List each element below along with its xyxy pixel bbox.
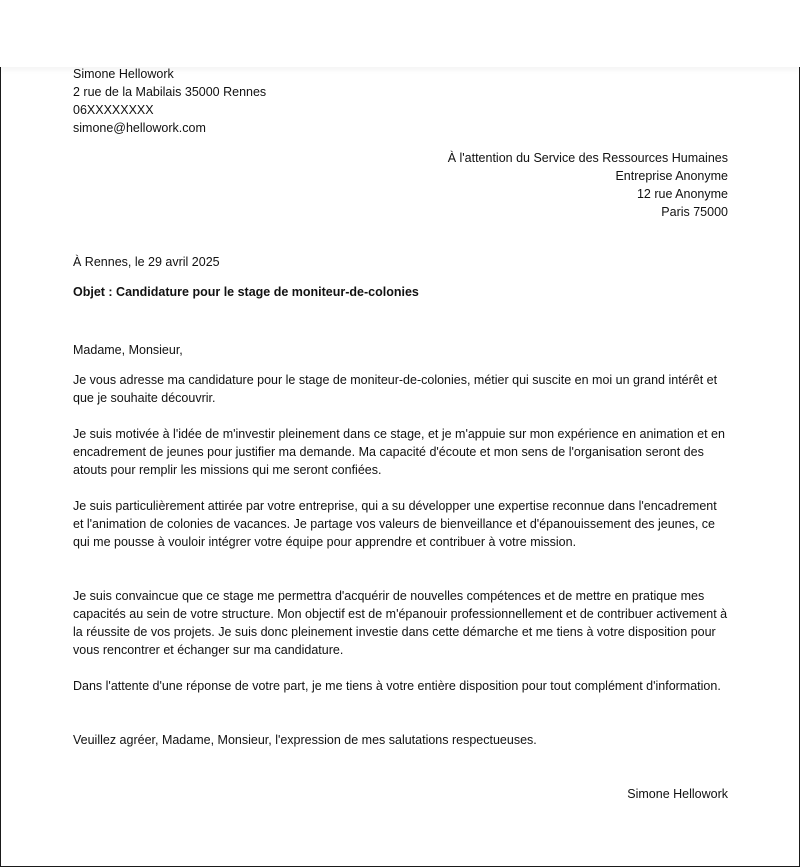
recipient-street: 12 rue Anonyme	[636, 187, 728, 201]
body-paragraph-3: Je suis particulièrement attirée par votre entreprise, qui a su développer une expertise reconnue dans l'encadrement et l'animation de colonies de vacances. Je partage vos valeurs de bienveillance et d'épanouissement des jeunes, ce qui me pousse à vouloir intégrer votre équipe pour apprendre et contribuer à votre mission.	[73, 499, 717, 549]
letter-signature: Simone Hellowork	[627, 787, 728, 801]
letter-closing: Veuillez agréer, Madame, Monsieur, l'expression de mes salutations respectueuses.	[73, 733, 537, 747]
body-paragraph-4: Je suis convaincue que ce stage me permettra d'acquérir de nouvelles compétences et de mettre en pratique mes capacités au sein de votre structure. Mon objectif est de m'épanouir professionnellement et de contribuer activement à la réussite de vos projets. Je suis donc pleinement investie dans cette démarche et me tiens à votre disposition pour vous rencontrer et échanger sur ma candidature.	[73, 589, 728, 657]
top-bar	[0, 0, 800, 67]
sender-block	[73, 65, 728, 137]
recipient-city: Paris 75000	[661, 205, 728, 219]
recipient-company: Entreprise Anonyme	[615, 169, 728, 183]
letter-date: À Rennes, le 29 avril 2025	[73, 255, 220, 269]
letter-salutation: Madame, Monsieur,	[73, 343, 183, 357]
letter-page	[0, 64, 800, 867]
sender-address: 2 rue de la Mabilais 35000 Rennes	[73, 85, 267, 99]
body-paragraph-5: Dans l'attente d'une réponse de votre part, je me tiens à votre entière disposition pour tout complément d'information.	[73, 679, 721, 693]
sender-name: Simone Hellowork	[73, 67, 174, 81]
letter-subject: Objet : Candidature pour le stage de moniteur-de-colonies	[73, 285, 419, 299]
recipient-block	[73, 149, 728, 221]
sender-email: simone@hellowork.com	[73, 121, 206, 135]
recipient-attention: À l'attention du Service des Ressources Humaines	[447, 151, 728, 165]
body-paragraph-2: Je suis motivée à l'idée de m'investir pleinement dans ce stage, et je m'appuie sur mon expérience en animation et en encadrement de jeunes pour justifier ma demande. Ma capacité d'écoute et mon sens de l'organisation seront des atouts pour remplir les missions qui me seront confiées.	[73, 427, 725, 477]
sender-phone: 06XXXXXXXX	[73, 103, 154, 117]
body-paragraph-1: Je vous adresse ma candidature pour le stage de moniteur-de-colonies, métier qui suscite en moi un grand intérêt et que je souhaite découvrir.	[73, 373, 718, 405]
